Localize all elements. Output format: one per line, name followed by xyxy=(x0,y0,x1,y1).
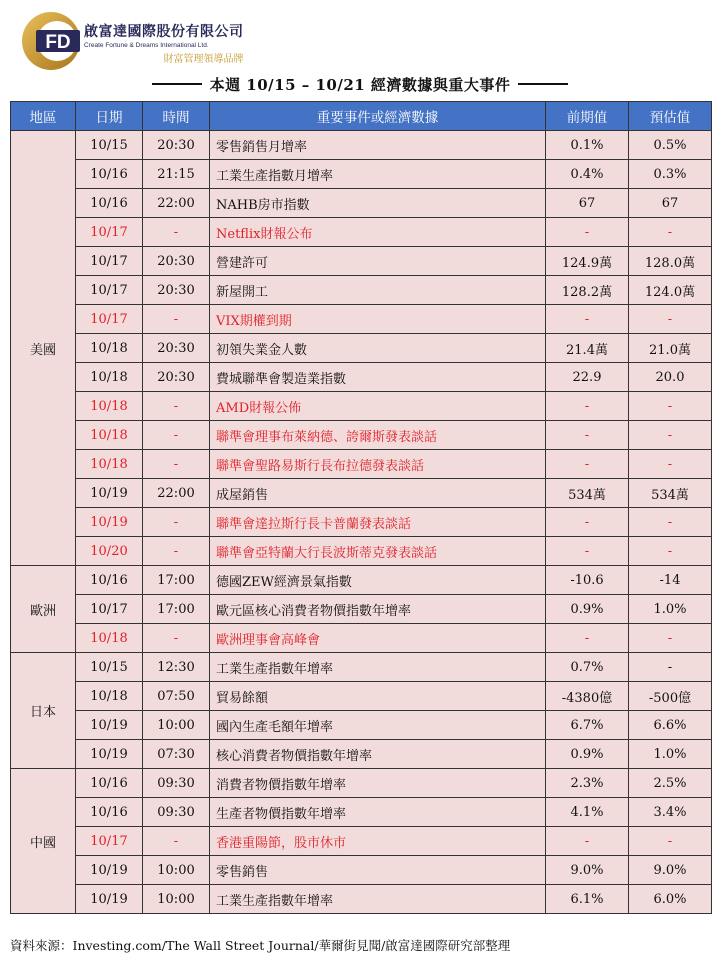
time-cell: 07:50 xyxy=(143,682,210,711)
table-row xyxy=(11,624,712,653)
event-cell: 香港重陽節，股市休市 xyxy=(210,827,546,856)
estimate-value-cell: 6.0% xyxy=(629,885,712,914)
event-cell: 國內生產毛額年增率 xyxy=(210,711,546,740)
date-cell: 10/19 xyxy=(76,479,143,508)
event-cell: 新屋開工 xyxy=(210,276,546,305)
event-cell: 貿易餘額 xyxy=(210,682,546,711)
previous-value-cell: 128.2萬 xyxy=(546,276,629,305)
date-cell: 10/18 xyxy=(76,392,143,421)
estimate-value-cell: - xyxy=(629,653,712,682)
date-cell: 10/17 xyxy=(76,247,143,276)
date-cell: 10/17 xyxy=(76,595,143,624)
table-header-row xyxy=(11,102,712,131)
company-logo xyxy=(20,8,300,72)
event-cell: AMD財報公佈 xyxy=(210,392,546,421)
event-cell: 聯準會理事布萊納德、誇爾斯發表談話 xyxy=(210,421,546,450)
table-row xyxy=(11,334,712,363)
title-rule-right xyxy=(518,83,568,85)
estimate-value-cell: - xyxy=(629,508,712,537)
previous-value-cell: - xyxy=(546,218,629,247)
header-time: 時間 xyxy=(143,102,210,131)
estimate-value-cell: - xyxy=(629,450,712,479)
estimate-value-cell: -500億 xyxy=(629,682,712,711)
table-row xyxy=(11,363,712,392)
time-cell: - xyxy=(143,827,210,856)
table-row xyxy=(11,711,712,740)
time-cell: - xyxy=(143,450,210,479)
previous-value-cell: 0.7% xyxy=(546,653,629,682)
event-cell: 歐洲理事會高峰會 xyxy=(210,624,546,653)
date-cell: 10/19 xyxy=(76,508,143,537)
page-title: 本週 10/15 – 10/21 經濟數據與重大事件 xyxy=(209,75,511,94)
date-cell: 10/15 xyxy=(76,131,143,160)
time-cell: - xyxy=(143,421,210,450)
events-table xyxy=(10,101,712,914)
time-cell: 22:00 xyxy=(143,189,210,218)
previous-value-cell: 2.3% xyxy=(546,769,629,798)
company-name-en: Create Fortune & Dreams International Ltd. xyxy=(84,42,209,49)
table-row xyxy=(11,798,712,827)
table-row xyxy=(11,508,712,537)
header-event: 重要事件或經濟數據 xyxy=(210,102,546,131)
header-date: 日期 xyxy=(76,102,143,131)
date-cell: 10/19 xyxy=(76,740,143,769)
table-row xyxy=(11,160,712,189)
title-rule-left xyxy=(152,83,202,85)
table-row xyxy=(11,247,712,276)
time-cell: 22:00 xyxy=(143,479,210,508)
date-cell: 10/18 xyxy=(76,363,143,392)
date-cell: 10/18 xyxy=(76,334,143,363)
time-cell: - xyxy=(143,537,210,566)
company-tagline: 財富管理領導品牌 xyxy=(163,54,244,65)
event-cell: 聯準會聖路易斯行長布拉德發表談話 xyxy=(210,450,546,479)
time-cell: 20:30 xyxy=(143,131,210,160)
time-cell: 20:30 xyxy=(143,334,210,363)
header-previous: 前期值 xyxy=(546,102,629,131)
time-cell: 07:30 xyxy=(143,740,210,769)
estimate-value-cell: 0.5% xyxy=(629,131,712,160)
page-title-row xyxy=(0,72,720,96)
previous-value-cell: - xyxy=(546,537,629,566)
estimate-value-cell: - xyxy=(629,421,712,450)
region-cell: 中國 xyxy=(11,769,76,914)
time-cell: - xyxy=(143,392,210,421)
time-cell: 10:00 xyxy=(143,856,210,885)
time-cell: 10:00 xyxy=(143,885,210,914)
previous-value-cell: 0.1% xyxy=(546,131,629,160)
table-row xyxy=(11,305,712,334)
previous-value-cell: - xyxy=(546,450,629,479)
event-cell: 初領失業金人數 xyxy=(210,334,546,363)
previous-value-cell: 6.1% xyxy=(546,885,629,914)
estimate-value-cell: 124.0萬 xyxy=(629,276,712,305)
previous-value-cell: 4.1% xyxy=(546,798,629,827)
previous-value-cell: - xyxy=(546,421,629,450)
previous-value-cell: 534萬 xyxy=(546,479,629,508)
previous-value-cell: 0.9% xyxy=(546,740,629,769)
estimate-value-cell: 2.5% xyxy=(629,769,712,798)
event-cell: 聯準會亞特蘭大行長波斯蒂克發表談話 xyxy=(210,537,546,566)
time-cell: 17:00 xyxy=(143,566,210,595)
previous-value-cell: - xyxy=(546,624,629,653)
region-cell: 日本 xyxy=(11,653,76,769)
estimate-value-cell: 67 xyxy=(629,189,712,218)
logo-mark-text: FD xyxy=(45,32,71,53)
event-cell: 生產者物價指數年增率 xyxy=(210,798,546,827)
event-cell: 零售銷售 xyxy=(210,856,546,885)
date-cell: 10/16 xyxy=(76,160,143,189)
event-cell: VIX期權到期 xyxy=(210,305,546,334)
estimate-value-cell: 128.0萬 xyxy=(629,247,712,276)
time-cell: - xyxy=(143,624,210,653)
previous-value-cell: - xyxy=(546,305,629,334)
date-cell: 10/18 xyxy=(76,421,143,450)
table-row xyxy=(11,218,712,247)
event-cell: 工業生產指數年增率 xyxy=(210,885,546,914)
event-cell: 工業生產指數年增率 xyxy=(210,653,546,682)
date-cell: 10/15 xyxy=(76,653,143,682)
event-cell: 成屋銷售 xyxy=(210,479,546,508)
event-cell: 核心消費者物價指數年增率 xyxy=(210,740,546,769)
previous-value-cell: 9.0% xyxy=(546,856,629,885)
date-cell: 10/20 xyxy=(76,537,143,566)
previous-value-cell: - xyxy=(546,508,629,537)
time-cell: - xyxy=(143,305,210,334)
table-row xyxy=(11,769,712,798)
fd-logo-icon xyxy=(20,10,82,72)
event-cell: 歐元區核心消費者物價指數年增率 xyxy=(210,595,546,624)
previous-value-cell: 0.9% xyxy=(546,595,629,624)
table-row xyxy=(11,189,712,218)
region-cell: 歐洲 xyxy=(11,566,76,653)
previous-value-cell: 22.9 xyxy=(546,363,629,392)
time-cell: 20:30 xyxy=(143,247,210,276)
table-row xyxy=(11,566,712,595)
table-row xyxy=(11,479,712,508)
estimate-value-cell: 3.4% xyxy=(629,798,712,827)
estimate-value-cell: 9.0% xyxy=(629,856,712,885)
time-cell: 17:00 xyxy=(143,595,210,624)
previous-value-cell: 21.4萬 xyxy=(546,334,629,363)
time-cell: - xyxy=(143,218,210,247)
time-cell: 21:15 xyxy=(143,160,210,189)
table-row xyxy=(11,595,712,624)
estimate-value-cell: 534萬 xyxy=(629,479,712,508)
event-cell: 工業生產指數月增率 xyxy=(210,160,546,189)
estimate-value-cell: 20.0 xyxy=(629,363,712,392)
table-row xyxy=(11,276,712,305)
source-footnote: 資料來源：Investing.com/The Wall Street Journal/華爾街見聞/啟富達國際研究部整理 xyxy=(10,938,511,953)
table-row xyxy=(11,856,712,885)
table-row xyxy=(11,392,712,421)
event-cell: Netflix財報公布 xyxy=(210,218,546,247)
date-cell: 10/19 xyxy=(76,856,143,885)
estimate-value-cell: 0.3% xyxy=(629,160,712,189)
date-cell: 10/17 xyxy=(76,305,143,334)
date-cell: 10/19 xyxy=(76,885,143,914)
table-row xyxy=(11,682,712,711)
date-cell: 10/17 xyxy=(76,218,143,247)
time-cell: 10:00 xyxy=(143,711,210,740)
estimate-value-cell: - xyxy=(629,305,712,334)
estimate-value-cell: 1.0% xyxy=(629,740,712,769)
header-region: 地區 xyxy=(11,102,76,131)
table-row xyxy=(11,537,712,566)
time-cell: 09:30 xyxy=(143,798,210,827)
event-cell: 聯準會達拉斯行長卡普蘭發表談話 xyxy=(210,508,546,537)
table-row xyxy=(11,450,712,479)
event-cell: NAHB房市指數 xyxy=(210,189,546,218)
previous-value-cell: - xyxy=(546,392,629,421)
date-cell: 10/18 xyxy=(76,624,143,653)
time-cell: 20:30 xyxy=(143,276,210,305)
event-cell: 德國ZEW經濟景氣指數 xyxy=(210,566,546,595)
date-cell: 10/16 xyxy=(76,566,143,595)
estimate-value-cell: 21.0萬 xyxy=(629,334,712,363)
previous-value-cell: 0.4% xyxy=(546,160,629,189)
region-cell: 美國 xyxy=(11,131,76,566)
previous-value-cell: -10.6 xyxy=(546,566,629,595)
event-cell: 費城聯準會製造業指數 xyxy=(210,363,546,392)
previous-value-cell: 124.9萬 xyxy=(546,247,629,276)
estimate-value-cell: 1.0% xyxy=(629,595,712,624)
event-cell: 消費者物價指數年增率 xyxy=(210,769,546,798)
estimate-value-cell: - xyxy=(629,537,712,566)
estimate-value-cell: - xyxy=(629,392,712,421)
table-row xyxy=(11,653,712,682)
time-cell: 12:30 xyxy=(143,653,210,682)
estimate-value-cell: - xyxy=(629,624,712,653)
previous-value-cell: 67 xyxy=(546,189,629,218)
header-estimate: 預估值 xyxy=(629,102,712,131)
table-body xyxy=(11,131,712,914)
previous-value-cell: -4380億 xyxy=(546,682,629,711)
date-cell: 10/17 xyxy=(76,276,143,305)
date-cell: 10/18 xyxy=(76,682,143,711)
time-cell: - xyxy=(143,508,210,537)
date-cell: 10/16 xyxy=(76,189,143,218)
table-row xyxy=(11,131,712,160)
estimate-value-cell: - xyxy=(629,218,712,247)
estimate-value-cell: 6.6% xyxy=(629,711,712,740)
date-cell: 10/18 xyxy=(76,450,143,479)
previous-value-cell: - xyxy=(546,827,629,856)
date-cell: 10/19 xyxy=(76,711,143,740)
table-row xyxy=(11,421,712,450)
table-row xyxy=(11,885,712,914)
date-cell: 10/17 xyxy=(76,827,143,856)
time-cell: 20:30 xyxy=(143,363,210,392)
table-row xyxy=(11,827,712,856)
company-name-cn: 啟富達國際股份有限公司 xyxy=(84,24,244,40)
date-cell: 10/16 xyxy=(76,769,143,798)
date-cell: 10/16 xyxy=(76,798,143,827)
table-row xyxy=(11,740,712,769)
event-cell: 營建許可 xyxy=(210,247,546,276)
previous-value-cell: 6.7% xyxy=(546,711,629,740)
event-cell: 零售銷售月增率 xyxy=(210,131,546,160)
time-cell: 09:30 xyxy=(143,769,210,798)
estimate-value-cell: -14 xyxy=(629,566,712,595)
estimate-value-cell: - xyxy=(629,827,712,856)
